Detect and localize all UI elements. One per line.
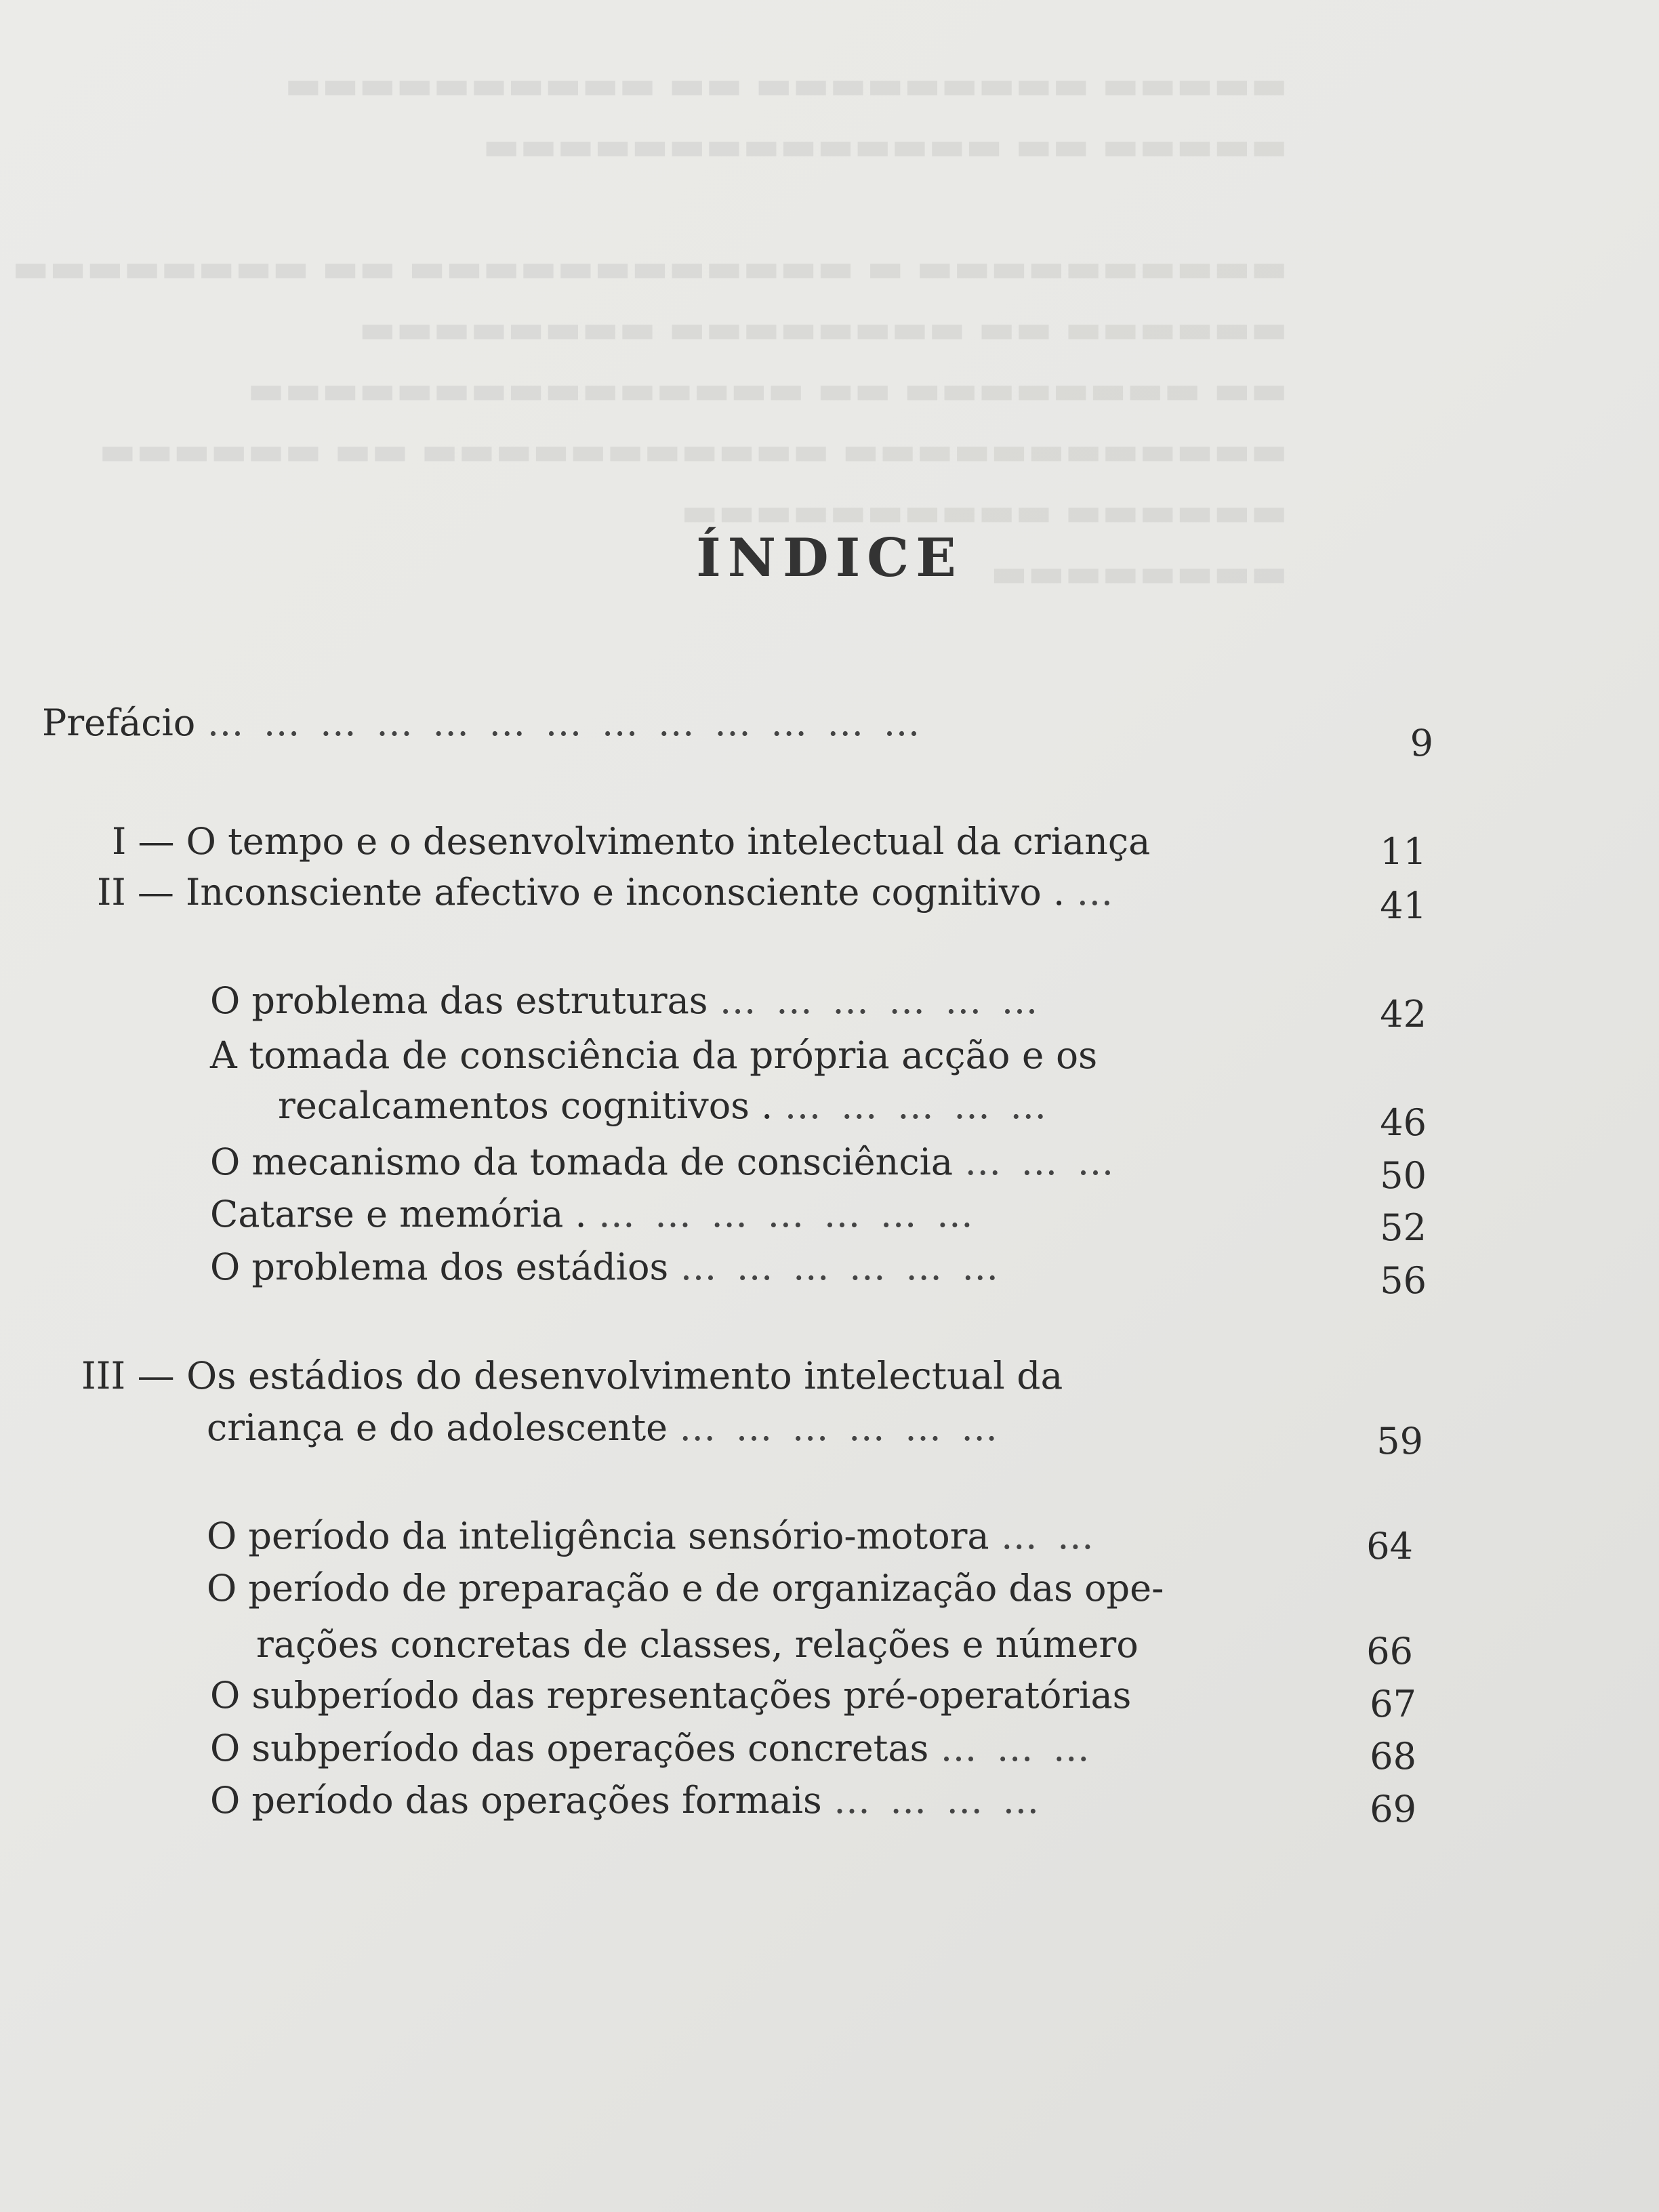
toc-leader-dots: … … …: [964, 1141, 1118, 1183]
toc-entry-chapter-1: [112, 820, 1150, 863]
toc-page-number: 41: [1380, 884, 1427, 927]
toc-entry-label: II — Inconsciente afectivo e inconsciente cognitivo .: [97, 871, 1065, 914]
toc-entry-continuation: [278, 1084, 1050, 1127]
toc-entry-prefacio: [42, 701, 924, 744]
toc-page-number: 67: [1370, 1683, 1416, 1725]
toc-leader-dots: … … … … …: [784, 1084, 1051, 1127]
toc-entry-label: III — Os estádios do desenvolvimento intelectual da: [81, 1354, 1063, 1397]
toc-leader-dots: … … … … … …: [719, 979, 1042, 1022]
toc-entry-label: criança e do adolescente: [207, 1406, 668, 1449]
toc-page-number: 59: [1376, 1420, 1423, 1462]
toc-entry-label: O mecanismo da tomada de consciência: [210, 1141, 954, 1183]
toc-entry: [210, 1727, 1094, 1769]
toc-entry-label: O período de preparação e de organização das ope-: [207, 1567, 1164, 1610]
toc-entry: [210, 979, 1042, 1022]
toc-entry: [210, 1779, 1043, 1822]
toc-entry-label: A tomada de consciência da própria acção e os: [210, 1033, 1098, 1077]
toc-entry: [207, 1515, 1098, 1557]
toc-page-number: 66: [1366, 1630, 1413, 1673]
toc-page-number: 69: [1370, 1788, 1416, 1830]
toc-entry-label: rações concretas de classes, relações e número: [256, 1623, 1139, 1666]
toc-entry-label: O período da inteligência sensório-motora: [207, 1515, 989, 1557]
toc-entry-continuation: [256, 1623, 1139, 1666]
toc-page-number: 68: [1370, 1735, 1416, 1778]
toc-entry: [210, 1674, 1131, 1717]
toc-entry-chapter-2: [97, 871, 1117, 914]
toc-page-number: 50: [1380, 1154, 1427, 1197]
toc-page-number: 11: [1380, 830, 1427, 873]
toc-entry-label: O período das operações formais: [210, 1779, 822, 1822]
toc-leader-dots: … …: [1000, 1515, 1098, 1557]
toc-entry-label: O problema dos estádios: [210, 1246, 669, 1288]
toc-entry: [207, 1567, 1164, 1610]
toc-entry: [210, 1193, 977, 1235]
toc-page-number: 42: [1380, 993, 1427, 1036]
toc-entry-label: I — O tempo e o desenvolvimento intelectual da criança: [112, 820, 1151, 863]
toc-page-number: 9: [1410, 722, 1433, 764]
toc-entry-label: Catarse e memória .: [210, 1193, 587, 1235]
toc-leader-dots: … … … …: [833, 1779, 1044, 1822]
toc-leader-dots: … … …: [940, 1727, 1094, 1769]
toc-leader-dots: … … … … … …: [679, 1406, 1002, 1449]
toc-entry: [210, 1141, 1118, 1183]
toc-entry: [210, 1246, 1002, 1288]
bleed-through-text: ▬▬▬▬▬ ▬▬▬▬▬▬▬▬▬ ▬▬ ▬▬▬▬▬▬▬▬▬▬ ▬▬▬▬▬ ▬▬ ▬▬▬▬▬▬▬▬▬▬▬▬▬▬ ▬▬▬▬▬▬▬▬▬▬ ▬ ▬▬▬▬▬▬▬▬▬▬▬▬ ▬▬ ▬▬▬▬▬▬▬▬ ▬▬▬▬▬▬ ▬▬ ▬▬▬▬▬▬▬▬ ▬▬▬▬▬▬▬▬ ▬▬ ▬▬▬▬▬▬▬▬ ▬▬ ▬▬▬▬▬▬▬▬▬▬▬▬▬▬▬ ▬▬▬▬▬▬▬▬▬▬▬▬ ▬▬▬▬▬▬▬▬▬▬▬ ▬▬ ▬▬▬▬▬▬ ▬▬▬▬▬▬ ▬▬▬▬▬▬▬▬▬▬ ▬▬▬▬▬▬▬▬: [12, 62, 1288, 596]
toc-entry-label: Prefácio: [42, 701, 196, 744]
toc-entry-continuation: [207, 1406, 1002, 1449]
toc-entry-label: O problema das estruturas: [210, 979, 708, 1022]
toc-leader-dots: … … … … … …: [680, 1246, 1003, 1288]
toc-entry-chapter-3: [81, 1354, 1063, 1397]
toc-page-number: 56: [1380, 1259, 1427, 1302]
toc-page-number: 64: [1366, 1525, 1413, 1568]
toc-page-number: 52: [1380, 1206, 1427, 1249]
toc-entry-label: recalcamentos cognitivos .: [278, 1084, 773, 1127]
toc-leader-dots: …: [1076, 871, 1118, 914]
toc-entry-label: O subperíodo das operações concretas: [210, 1727, 929, 1769]
toc-entry-label: O subperíodo das representações pré-operatórias: [210, 1674, 1132, 1717]
toc-page-number: 46: [1380, 1101, 1427, 1144]
toc-leader-dots: … … … … … … …: [598, 1193, 977, 1235]
toc-leader-dots: … … … … … … … … … … … … …: [207, 701, 924, 744]
toc-entry: [210, 1033, 1097, 1077]
page-title: ÍNDICE: [696, 527, 963, 589]
